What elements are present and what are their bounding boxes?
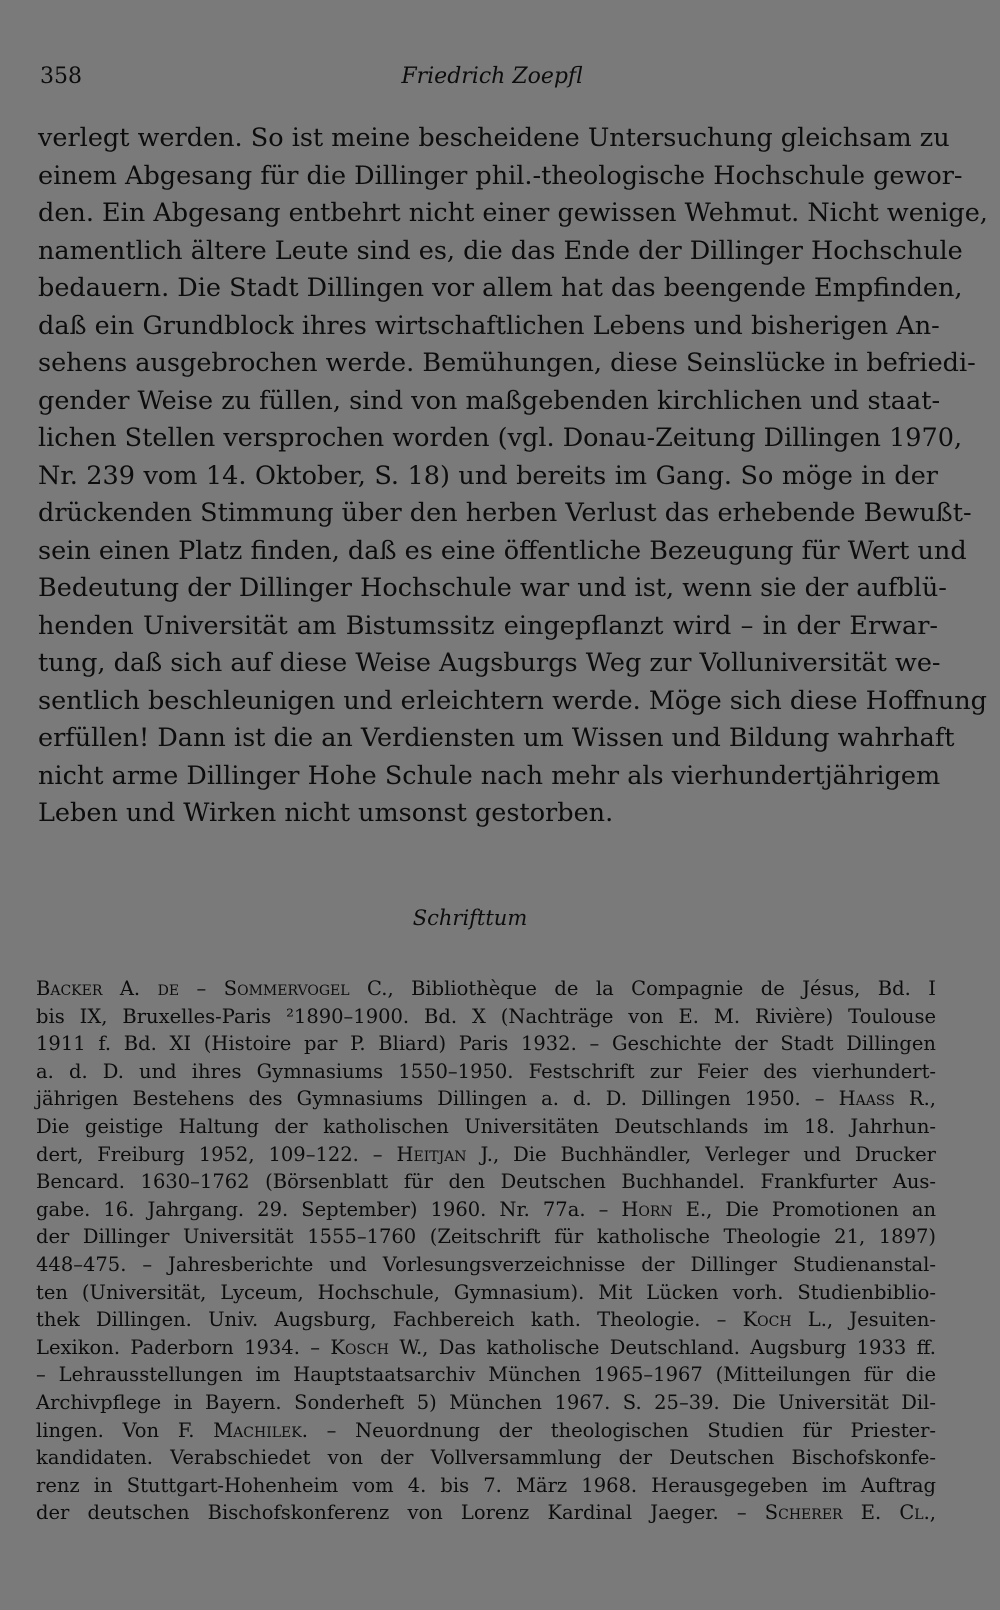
body-line: gender Weise zu füllen, sind von maßgebenden kirchlichen und staat- xyxy=(38,385,941,416)
biblio-text: – xyxy=(179,977,224,1000)
biblio-line xyxy=(36,1417,936,1445)
biblio-line: – Lehrausstellungen im Hauptstaatsarchiv München 1965–1967 (Mitteilungen für die xyxy=(36,1363,936,1387)
biblio-text: Lexikon. Paderborn 1934. – xyxy=(36,1335,331,1359)
body-line: sehens ausgebrochen werde. Bemühungen, diese Seinslücke in befriedi- xyxy=(38,348,976,378)
body-line: namentlich ältere Leute sind es, die das Ende der Dillinger Hochschule xyxy=(38,235,963,266)
body-line: henden Universität am Bistumssitz eingepflanzt wird – in der Erwar- xyxy=(38,610,938,641)
biblio-line: renz in Stuttgart-Hohenheim vom 4. bis 7. März 1968. Herausgegeben im Auftrag xyxy=(36,1473,936,1497)
biblio-line: bis IX, Bruxelles-Paris ²1890–1900. Bd. X (Nachträge von E. M. Rivière) Toulouse xyxy=(36,1004,936,1028)
biblio-text: dert, Freiburg 1952, 109–122. – xyxy=(36,1142,397,1166)
body-line: drückenden Stimmung über den herben Verlust das erhebende Bewußt- xyxy=(38,498,972,528)
biblio-text: E. xyxy=(842,1501,900,1525)
running-head: Friedrich Zoepfl xyxy=(401,64,583,89)
author-name: Horn xyxy=(621,1197,673,1221)
biblio-line: Die geistige Haltung der katholischen Universitäten Deutschlands im 18. Jahrhun- xyxy=(36,1114,936,1138)
body-line: lichen Stellen versprochen worden (vgl. Donau-Zeitung Dillingen 1970, xyxy=(38,423,963,453)
biblio-text: thek Dillingen. Univ. Augsburg, Fachbereich kath. Theologie. – xyxy=(36,1308,743,1332)
biblio-text: jährigen Bestehens des Gymnasiums Dillingen a. d. D. Dillingen 1950. – xyxy=(36,1087,839,1111)
biblio-line: Archivpflege in Bayern. Sonderheft 5) München 1967. S. 25–39. Die Universität Dil- xyxy=(36,1390,936,1414)
body-line: nicht arme Dillinger Hohe Schule nach mehr als vierhundertjährigem xyxy=(38,760,941,791)
biblio-line xyxy=(36,975,936,1003)
author-name: Sommervogel xyxy=(223,977,350,1000)
page-header xyxy=(40,64,944,104)
biblio-line: 1911 f. Bd. XI (Histoire par P. Bliard) Paris 1932. – Geschichte der Stadt Dillingen xyxy=(36,1032,936,1056)
body-line: verlegt werden. So ist meine bescheidene Untersuchung gleichsam zu xyxy=(38,123,950,153)
body-line: erfüllen! Dann ist die an Verdiensten um Wissen und Bildung wahrhaft xyxy=(38,723,955,753)
body-line: tung, daß sich auf diese Weise Augsburgs Weg zur Volluniversität we- xyxy=(38,648,941,678)
body-paragraph xyxy=(38,120,988,833)
body-line: den. Ein Abgesang entbehrt nicht einer gewissen Wehmut. Nicht wenige, xyxy=(38,198,988,228)
biblio-text: R., xyxy=(894,1087,937,1111)
biblio-line xyxy=(36,1499,936,1527)
body-line: bedauern. Die Stadt Dillingen vor allem hat das beengende Empfinden, xyxy=(38,273,963,303)
biblio-line xyxy=(36,1141,936,1169)
author-name: Kosch xyxy=(330,1335,389,1359)
body-line: einem Abgesang für die Dillinger phil.-theologische Hochschule gewor- xyxy=(38,160,963,191)
biblio-text: ., xyxy=(923,1501,936,1525)
body-line: daß ein Grundblock ihres wirtschaftlichen Lebens und bisherigen An- xyxy=(38,310,940,341)
biblio-line xyxy=(36,1306,936,1334)
author-name: Backer xyxy=(36,977,103,1000)
biblio-text: der deutschen Bischofskonferenz von Lorenz Kardinal Jaeger. – xyxy=(36,1501,765,1525)
body-line: sentlich beschleunigen und erleichtern werde. Möge sich diese Hoffnung xyxy=(38,685,988,716)
biblio-text: E., Die Promotionen an xyxy=(672,1197,937,1221)
biblio-text: C., Bibliothèque de la Compagnie de Jésus, Bd. I xyxy=(349,977,936,1000)
body-line: Leben und Wirken nicht umsonst gestorben. xyxy=(38,798,614,828)
body-line: sein einen Platz finden, daß es eine öffentliche Bezeugung für Wert und xyxy=(38,535,967,566)
biblio-text: A. xyxy=(102,977,158,1000)
biblio-text: gabe. 16. Jahrgang. 29. September) 1960. Nr. 77a. – xyxy=(36,1197,622,1221)
biblio-line: ten (Universität, Lyceum, Hochschule, Gymnasium). Mit Lücken vorh. Studienbiblio- xyxy=(36,1280,936,1304)
author-name: Koch xyxy=(742,1308,792,1332)
biblio-text: . – Neuordnung der theologischen Studien für Priester- xyxy=(301,1418,936,1442)
biblio-line: kandidaten. Verabschiedet von der Vollversammlung der Deutschen Bischofskonfe- xyxy=(36,1446,936,1470)
biblio-line: der Dillinger Universität 1555–1760 (Zeitschrift für katholische Theologie 21, 1897) xyxy=(36,1225,936,1249)
author-name: Haass xyxy=(838,1087,895,1111)
biblio-line xyxy=(36,1334,936,1362)
biblio-text: W., Das katholische Deutschland. Augsburg 1933 ff. xyxy=(388,1335,936,1359)
section-heading: Schrifttum xyxy=(412,906,528,930)
author-name: Scherer xyxy=(764,1501,843,1525)
biblio-line: Bencard. 1630–1762 (Börsenblatt für den Deutschen Buchhandel. Frankfurter Aus- xyxy=(36,1170,936,1194)
biblio-text: lingen. Von F. xyxy=(36,1418,214,1442)
author-name: de xyxy=(157,977,180,1000)
biblio-text: J., Die Buchhändler, Verleger und Drucker xyxy=(466,1142,936,1166)
page-number: 358 xyxy=(40,64,82,89)
biblio-line xyxy=(36,1085,936,1113)
author-name: Heitjan xyxy=(396,1142,467,1166)
biblio-line xyxy=(36,1196,936,1224)
author-name: Cl xyxy=(899,1501,924,1525)
author-name: Machilek xyxy=(213,1418,302,1442)
biblio-line: a. d. D. und ihres Gymnasiums 1550–1950. Festschrift zur Feier des vierhundert- xyxy=(36,1059,936,1083)
body-line: Nr. 239 vom 14. Oktober, S. 18) und bereits im Gang. So möge in der xyxy=(38,460,938,491)
body-line: Bedeutung der Dillinger Hochschule war und ist, wenn sie der aufblü- xyxy=(38,573,947,603)
biblio-text: L., Jesuiten- xyxy=(791,1308,936,1332)
biblio-line: 448–475. – Jahresberichte und Vorlesungsverzeichnisse der Dillinger Studienanstal- xyxy=(36,1252,936,1276)
bibliography xyxy=(36,975,936,1527)
